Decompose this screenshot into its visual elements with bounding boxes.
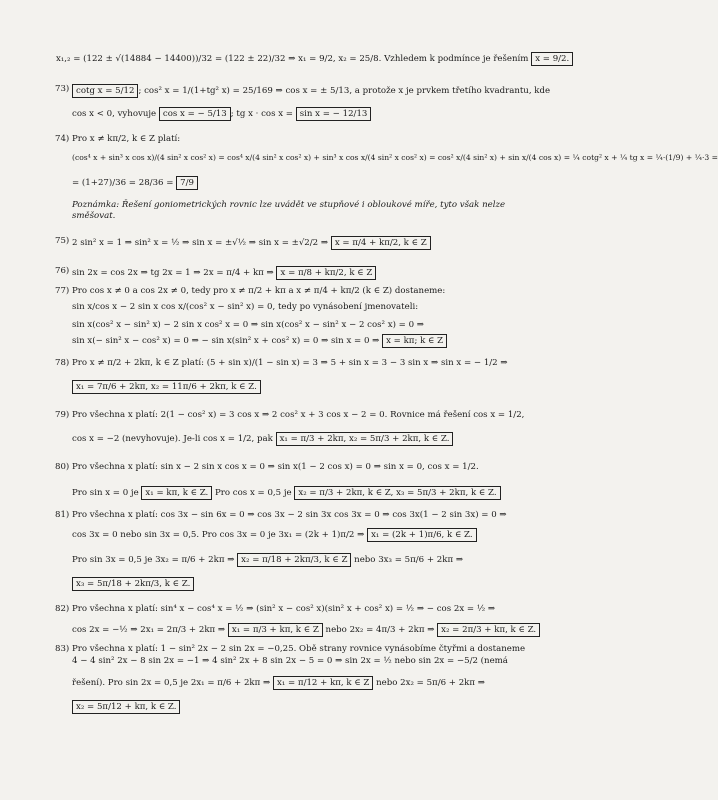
answer-box: x₁ = 7π/6 + 2kπ, x₂ = 11π/6 + 2kπ, k ∈ Z.: [72, 380, 261, 394]
equation-text: Pro všechna x platí: 2(1 − cos² x) = 3 cos x ⇒ 2 cos² x + 3 cos x − 2 = 0. Rovnice má řešení cos x = 1/2,: [72, 410, 525, 420]
problem-83-line1: [56, 644, 530, 655]
answer-box: x₃ = 5π/18 + 2kπ/3, k ∈ Z.: [72, 577, 194, 591]
problem-number: 80): [55, 462, 70, 472]
equation-text: Pro všechna x platí: 1 − sin² 2x − 2 sin 2x = −0,25. Obě strany rovnice vynásobíme čtyřmi a dostaneme: [72, 644, 526, 654]
answer-box: cos x = − 5/13: [159, 107, 231, 121]
problem-82-line2: [56, 623, 537, 637]
problem-number: 73): [55, 84, 70, 94]
problem-78-line1: [56, 358, 530, 369]
equation-text: ; cos² x = 1/(1+tg² x) = 25/169 ⇒ cos x = ± 5/13, a protože x je prvkem třetího kvadrantu, kde: [138, 86, 551, 96]
equation-text: nebo 2x₂ = 5π/6 + 2kπ ⇒: [376, 678, 485, 688]
problem-74-line1: [56, 134, 530, 145]
equation-text: Pro sin 3x = 0,5 je 3x₂ = π/6 + 2kπ ⇒: [72, 555, 235, 565]
problem-78-line2: [56, 380, 530, 394]
answer-box: x₁ = π/12 + kπ, k ∈ Z: [273, 676, 373, 690]
equation-text: cos x < 0, vyhovuje: [72, 109, 157, 119]
answer-box: 7/9: [176, 176, 198, 190]
answer-box: x = 9/2.: [531, 52, 573, 66]
problem-74-line3: [56, 176, 530, 190]
answer-box: x₁ = π/3 + kπ, k ∈ Z: [228, 623, 323, 637]
solution-72-end: [56, 52, 570, 66]
answer-box: x₂ = 2π/3 + kπ, k ∈ Z.: [437, 623, 540, 637]
equation-text: 4 − 4 sin² 2x − 8 sin 2x = −1 ⇒ 4 sin² 2x + 8 sin 2x − 5 = 0 ⇒ sin 2x = ½ nebo sin 2x = −5/2 (nemá: [72, 656, 508, 666]
problem-83-line2: [56, 656, 530, 667]
equation-text: sin x/cos x − 2 sin x cos x/(cos² x − sin² x) = 0, tedy po vynásobení jmenovateli:: [72, 302, 419, 312]
equation-text: Pro sin x = 0 je: [72, 488, 139, 498]
problem-83-line3: [56, 676, 530, 690]
problem-number: 76): [55, 266, 70, 276]
equation-text: cos 3x = 0 nebo sin 3x = 0,5. Pro cos 3x = 0 je 3x₁ = (2k + 1)π/2 ⇒: [72, 530, 365, 540]
answer-box: sin x = − 12/13: [296, 107, 372, 121]
problem-79-line2: [56, 432, 530, 446]
equation-text: Pro x ≠ kπ/2, k ∈ Z platí:: [72, 134, 181, 144]
problem-76: [56, 266, 530, 280]
answer-box: cotg x = 5/12: [72, 84, 138, 98]
problem-number: 81): [55, 510, 70, 520]
problem-73-line2: [56, 107, 530, 121]
problem-number: 74): [55, 134, 70, 144]
equation-text: nebo 2x₂ = 4π/3 + 2kπ ⇒: [325, 625, 435, 635]
answer-box: x₂ = 5π/12 + kπ, k ∈ Z.: [72, 700, 180, 714]
problem-number: 83): [55, 644, 70, 654]
problem-80-line2: [56, 486, 530, 500]
equation-text: sin 2x = cos 2x ⇒ tg 2x = 1 ⇒ 2x = π/4 + kπ ⇒: [72, 268, 274, 278]
answer-box: x₁ = (2k + 1)π/6, k ∈ Z.: [367, 528, 477, 542]
answer-box: x = π/4 + kπ/2, k ∈ Z: [331, 236, 431, 250]
problem-81-line1: [56, 510, 530, 521]
problem-number: 78): [55, 358, 70, 368]
problem-81-line4: [56, 577, 530, 591]
equation-text: = (1+27)/36 = 28/36 =: [72, 178, 174, 188]
equation-text: řešení). Pro sin 2x = 0,5 je 2x₁ = π/6 + 2kπ ⇒: [72, 678, 271, 688]
problem-77-line1: [56, 286, 530, 297]
problem-number: 75): [55, 236, 70, 246]
equation-text: 2 sin² x = 1 ⇒ sin² x = ½ ⇒ sin x = ±√½ ⇒ sin x = ±√2/2 ⇒: [72, 238, 329, 248]
answer-box: x₂ = π/3 + 2kπ, k ∈ Z, x₃ = 5π/3 + 2kπ, k ∈ Z.: [294, 486, 500, 500]
problem-77-line3: [56, 320, 530, 331]
equation-text: sin x(cos² x − sin² x) − 2 sin x cos² x = 0 ⇒ sin x(cos² x − sin² x − 2 cos² x) = 0 ⇒: [72, 320, 424, 330]
problem-82-line1: [56, 604, 530, 615]
equation-text: Pro x ≠ π/2 + 2kπ, k ∈ Z platí: (5 + sin x)/(1 − sin x) = 3 ⇒ 5 + sin x = 3 − 3 sin x ⇒ sin x = − 1/2 ⇒: [72, 358, 508, 368]
problem-83-line4: [56, 700, 530, 714]
equation-text: Pro všechna x platí: sin x − 2 sin x cos x = 0 ⇒ sin x(1 − 2 cos x) = 0 ⇒ sin x = 0, cos x = 1/2.: [72, 462, 479, 472]
problem-80-line1: [56, 462, 530, 473]
problem-73-line1: [55, 84, 551, 98]
answer-box: x₁ = π/3 + 2kπ, x₂ = 5π/3 + 2kπ, k ∈ Z.: [276, 432, 454, 446]
note-paragraph: Poznámka: Řešení goniometrických rovnic lze uvádět ve stupňové i obloukové míře, tyto však nelze směšovat.: [72, 200, 506, 221]
problem-81-line2: [56, 528, 530, 542]
problem-number: 79): [55, 410, 70, 420]
equation-text: cos 2x = −½ ⇒ 2x₁ = 2π/3 + 2kπ ⇒: [72, 625, 226, 635]
problem-81-line3: [56, 553, 530, 567]
answer-box: x₂ = π/18 + 2kπ/3, k ∈ Z: [237, 553, 351, 567]
equation-text: ; tg x · cos x =: [230, 109, 294, 119]
equation-text: x₁,₂ = (122 ± √(14884 − 14400))/32 = (122 ± 22)/32 ⇒ x₁ = 9/2, x₂ = 25/8. Vzhledem k podmínce je řešením: [56, 54, 529, 64]
equation-text: nebo 3x₃ = 5π/6 + 2kπ ⇒: [354, 555, 464, 565]
problem-number: 82): [55, 604, 70, 614]
problem-79-line1: [56, 410, 530, 421]
equation-text: sin x(− sin² x − cos² x) = 0 ⇒ − sin x(sin² x + cos² x) = 0 ⇒ sin x = 0 ⇒: [72, 336, 380, 346]
answer-box: x₁ = kπ, k ∈ Z.: [141, 486, 212, 500]
problem-75: [56, 236, 530, 250]
equation-text: Pro všechna x platí: sin⁴ x − cos⁴ x = ½ ⇒ (sin² x − cos² x)(sin² x + cos² x) = ½ ⇒ − cos 2x = ½ ⇒: [72, 604, 496, 614]
equation-text: Pro cos x = 0,5 je: [215, 488, 292, 498]
equation-text: Pro všechna x platí: cos 3x − sin 6x = 0 ⇒ cos 3x − 2 sin 3x cos 3x = 0 ⇒ cos 3x(1 − 2 sin 3x) = 0 ⇒: [72, 510, 507, 520]
problem-77-line2: [56, 302, 530, 313]
answer-box: x = π/8 + kπ/2, k ∈ Z: [276, 266, 376, 280]
equation-text: cos x = −2 (nevyhovuje). Je-li cos x = 1/2, pak: [72, 434, 273, 444]
problem-77-line4: [56, 334, 530, 348]
answer-box: x = kπ; k ∈ Z: [382, 334, 447, 348]
problem-74-line2: [56, 152, 718, 163]
equation-text: Pro cos x ≠ 0 a cos 2x ≠ 0, tedy pro x ≠ π/2 + kπ a x ≠ π/4 + kπ/2 (k ∈ Z) dostaneme:: [72, 286, 446, 296]
problem-number: 77): [55, 286, 70, 296]
equation-text: (cos⁴ x + sin³ x cos x)/(4 sin² x cos² x) = cos⁴ x/(4 sin² x cos² x) + sin³ x cos x/(4 sin² x cos² x) = cos² x/(4 sin² x) + sin x/(4 cos x) = ¼ cotg² x + ¼ tg x = ¼·(1/9) + ¼·3 =: [72, 153, 718, 162]
